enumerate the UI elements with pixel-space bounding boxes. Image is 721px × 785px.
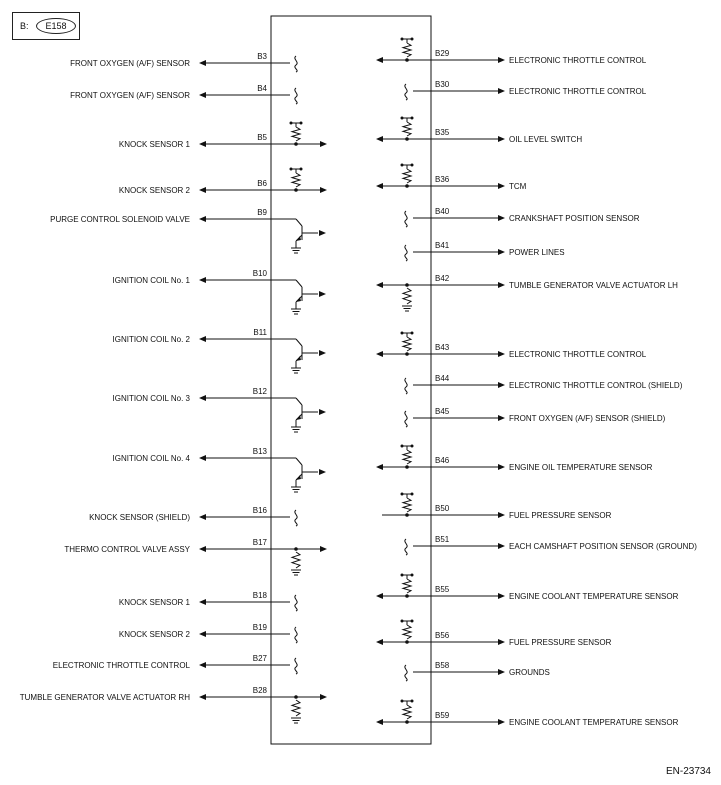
wire-arrow-left xyxy=(376,593,383,599)
wire-arrow-right xyxy=(320,546,327,552)
wire-arrow-right xyxy=(498,719,505,725)
pin-label: IGNITION COIL No. 2 xyxy=(112,335,190,344)
pin-number: B3 xyxy=(257,52,267,61)
supply-dot xyxy=(411,332,414,335)
pin-label: KNOCK SENSOR (SHIELD) xyxy=(89,513,190,522)
connector-id: E158 xyxy=(36,18,76,34)
base-drive-arrow xyxy=(319,350,326,356)
right-pin-b42 xyxy=(376,274,678,311)
wire-arrow-right xyxy=(498,57,505,63)
pin-label: ELECTRONIC THROTTLE CONTROL xyxy=(509,56,647,65)
pin-label: KNOCK SENSOR 1 xyxy=(118,598,190,607)
supply-dot xyxy=(411,620,414,623)
pin-label: FRONT OXYGEN (A/F) SENSOR xyxy=(70,59,190,68)
shield-symbol-icon xyxy=(405,411,407,427)
pin-number: B45 xyxy=(435,407,450,416)
junction-dot xyxy=(405,465,409,469)
collector-lead xyxy=(296,339,302,346)
diagram-code: EN-23734 xyxy=(665,766,711,777)
base-drive-arrow xyxy=(319,409,326,415)
collector-lead xyxy=(296,398,302,405)
pin-number: B4 xyxy=(257,84,267,93)
pin-label: KNOCK SENSOR 2 xyxy=(118,186,190,195)
wire-arrow-left xyxy=(199,546,206,552)
wire-arrow-left xyxy=(199,216,206,222)
pin-label: ENGINE OIL TEMPERATURE SENSOR xyxy=(509,463,653,472)
wire-arrow-right xyxy=(498,249,505,255)
wire-arrow-left xyxy=(376,136,383,142)
pin-label: FUEL PRESSURE SENSOR xyxy=(509,638,612,647)
left-pin-b28 xyxy=(20,686,327,723)
left-pin-group xyxy=(20,52,327,723)
wire-arrow-right xyxy=(498,669,505,675)
pin-label: IGNITION COIL No. 3 xyxy=(112,394,190,403)
base-drive-arrow xyxy=(319,291,326,297)
left-pin-b6 xyxy=(119,168,327,196)
supply-dot xyxy=(401,445,404,448)
left-pin-b13 xyxy=(113,447,327,492)
pin-number: B43 xyxy=(435,343,450,352)
pin-number: B55 xyxy=(435,585,450,594)
supply-dot xyxy=(411,445,414,448)
junction-dot xyxy=(405,352,409,356)
base-drive-arrow xyxy=(319,469,326,475)
pin-label: KNOCK SENSOR 2 xyxy=(118,630,190,639)
left-pin-b4 xyxy=(70,84,297,104)
wire-arrow-left xyxy=(199,395,206,401)
pulldown-resistor-icon xyxy=(292,700,300,716)
connector-prefix: B: xyxy=(20,21,29,31)
pin-label: ENGINE COOLANT TEMPERATURE SENSOR xyxy=(509,592,679,601)
wire-arrow-right xyxy=(498,512,505,518)
wire-arrow-left xyxy=(376,57,383,63)
wire-arrow-left xyxy=(199,455,206,461)
pin-label: IGNITION COIL No. 1 xyxy=(112,276,190,285)
right-pin-b43 xyxy=(376,332,647,360)
right-pin-b46 xyxy=(376,445,653,473)
pin-number: B36 xyxy=(435,175,450,184)
shield-symbol-icon xyxy=(405,245,407,261)
wire-arrow-right xyxy=(498,593,505,599)
collector-lead xyxy=(296,280,302,287)
pin-label: ELECTRONIC THROTTLE CONTROL xyxy=(509,350,647,359)
pullup-resistor-icon xyxy=(403,498,411,512)
pin-number: B5 xyxy=(257,133,267,142)
pin-number: B51 xyxy=(435,535,450,544)
wire-arrow-right xyxy=(498,415,505,421)
wire-arrow-left xyxy=(199,277,206,283)
wire-arrow-right xyxy=(498,282,505,288)
supply-dot xyxy=(401,700,404,703)
wire-arrow-right xyxy=(320,187,327,193)
wire-arrow-left xyxy=(376,282,383,288)
pin-label: ELECTRONIC THROTTLE CONTROL xyxy=(52,661,190,670)
wire-arrow-left xyxy=(199,60,206,66)
supply-dot xyxy=(290,122,293,125)
supply-dot xyxy=(401,38,404,41)
supply-dot xyxy=(411,700,414,703)
left-pin-b27 xyxy=(53,654,297,674)
wire-arrow-left xyxy=(376,719,383,725)
pin-label: FUEL PRESSURE SENSOR xyxy=(509,511,612,520)
left-pin-b17 xyxy=(64,538,327,575)
pin-number: B11 xyxy=(253,328,267,337)
pin-number: B35 xyxy=(435,128,450,137)
pin-label: TUMBLE GENERATOR VALVE ACTUATOR RH xyxy=(19,693,190,702)
pin-label: IGNITION COIL No. 4 xyxy=(112,454,190,463)
junction-dot xyxy=(405,594,409,598)
left-pin-b9 xyxy=(50,208,326,253)
pullup-resistor-icon xyxy=(403,169,411,183)
wire-arrow-left xyxy=(199,92,206,98)
pin-label: FRONT OXYGEN (A/F) SENSOR (SHIELD) xyxy=(509,414,666,423)
junction-dot xyxy=(294,547,298,551)
pin-label: ELECTRONIC THROTTLE CONTROL xyxy=(509,87,647,96)
shield-symbol-icon xyxy=(405,84,407,100)
pin-label: TCM xyxy=(509,182,527,191)
wire-arrow-left xyxy=(199,599,206,605)
supply-dot xyxy=(300,168,303,171)
pin-number: B40 xyxy=(435,207,450,216)
supply-dot xyxy=(401,574,404,577)
right-pin-b51 xyxy=(405,535,697,555)
pin-label: OIL LEVEL SWITCH xyxy=(509,135,583,144)
pullup-resistor-icon xyxy=(403,705,411,719)
supply-dot xyxy=(411,493,414,496)
pin-number: B42 xyxy=(435,274,450,283)
supply-dot xyxy=(411,574,414,577)
pullup-resistor-icon xyxy=(292,173,300,187)
collector-lead xyxy=(296,458,302,465)
pin-label: GROUNDS xyxy=(509,668,550,677)
junction-dot xyxy=(405,640,409,644)
pullup-resistor-icon xyxy=(403,625,411,639)
shield-symbol-icon xyxy=(405,211,407,227)
supply-dot xyxy=(290,168,293,171)
pin-number: B6 xyxy=(257,179,267,188)
junction-dot xyxy=(405,283,409,287)
right-pin-b41 xyxy=(405,241,565,261)
supply-dot xyxy=(401,117,404,120)
shield-symbol-icon xyxy=(295,658,297,674)
wire-arrow-right xyxy=(498,464,505,470)
junction-dot xyxy=(405,58,409,62)
shield-symbol-icon xyxy=(295,510,297,526)
left-pin-b11 xyxy=(113,328,327,373)
pin-number: B50 xyxy=(435,504,450,513)
pin-label: EACH CAMSHAFT POSITION SENSOR (GROUND) xyxy=(509,542,697,551)
pin-number: B41 xyxy=(435,241,450,250)
junction-dot xyxy=(294,142,298,146)
wire-arrow-left xyxy=(199,631,206,637)
left-pin-b19 xyxy=(119,623,297,643)
wire-arrow-left xyxy=(199,514,206,520)
pullup-resistor-icon xyxy=(403,337,411,351)
junction-dot xyxy=(405,720,409,724)
pin-number: B19 xyxy=(252,623,267,632)
left-pin-b5 xyxy=(119,122,327,150)
wire-arrow-right xyxy=(498,639,505,645)
pin-label: KNOCK SENSOR 1 xyxy=(118,140,190,149)
base-drive-arrow xyxy=(319,230,326,236)
wire-arrow-left xyxy=(199,141,206,147)
pin-number: B44 xyxy=(435,374,450,383)
right-pin-b55 xyxy=(376,574,679,602)
pin-number: B28 xyxy=(252,686,267,695)
pin-number: B13 xyxy=(252,447,267,456)
supply-dot xyxy=(401,332,404,335)
junction-dot xyxy=(405,184,409,188)
shield-symbol-icon xyxy=(295,56,297,72)
left-pin-b16 xyxy=(89,506,297,526)
supply-dot xyxy=(300,122,303,125)
junction-dot xyxy=(405,513,409,517)
pin-number: B46 xyxy=(435,456,450,465)
supply-dot xyxy=(401,164,404,167)
right-pin-b58 xyxy=(405,661,550,681)
pulldown-resistor-icon xyxy=(403,288,411,304)
right-pin-b36 xyxy=(376,164,527,192)
pin-label: ELECTRONIC THROTTLE CONTROL (SHIELD) xyxy=(509,381,683,390)
wire-arrow-right xyxy=(498,183,505,189)
wire-arrow-left xyxy=(376,183,383,189)
right-pin-b59 xyxy=(376,700,679,728)
pulldown-resistor-icon xyxy=(292,552,300,568)
wire-arrow-right xyxy=(498,543,505,549)
left-pin-b3 xyxy=(70,52,297,72)
pullup-resistor-icon xyxy=(292,127,300,141)
wire-arrow-right xyxy=(498,382,505,388)
pullup-resistor-icon xyxy=(403,579,411,593)
shield-symbol-icon xyxy=(295,595,297,611)
pullup-resistor-icon xyxy=(403,450,411,464)
right-pin-b29 xyxy=(376,38,647,66)
junction-dot xyxy=(294,188,298,192)
collector-lead xyxy=(296,219,302,226)
supply-dot xyxy=(401,620,404,623)
pin-number: B58 xyxy=(435,661,450,670)
wire-arrow-right xyxy=(498,136,505,142)
wire-arrow-left xyxy=(199,662,206,668)
wire-arrow-left xyxy=(199,187,206,193)
right-pin-b56 xyxy=(376,620,612,648)
shield-symbol-icon xyxy=(295,88,297,104)
junction-dot xyxy=(405,137,409,141)
shield-symbol-icon xyxy=(405,665,407,681)
left-pin-b18 xyxy=(119,591,297,611)
pin-label: THERMO CONTROL VALVE ASSY xyxy=(64,545,190,554)
pin-number: B29 xyxy=(435,49,450,58)
wire-arrow-left xyxy=(199,694,206,700)
pin-number: B18 xyxy=(252,591,267,600)
wire-arrow-left xyxy=(376,639,383,645)
shield-symbol-icon xyxy=(405,539,407,555)
wire-arrow-right xyxy=(498,215,505,221)
wire-arrow-left xyxy=(199,336,206,342)
left-pin-b12 xyxy=(113,387,327,432)
right-pin-b40 xyxy=(405,207,640,227)
wire-arrow-left xyxy=(376,351,383,357)
pin-number: B56 xyxy=(435,631,450,640)
shield-symbol-icon xyxy=(295,627,297,643)
pin-label: TUMBLE GENERATOR VALVE ACTUATOR LH xyxy=(509,281,678,290)
pin-number: B9 xyxy=(257,208,267,217)
pin-label: FRONT OXYGEN (A/F) SENSOR xyxy=(70,91,190,100)
supply-dot xyxy=(411,38,414,41)
pullup-resistor-icon xyxy=(403,122,411,136)
pullup-resistor-icon xyxy=(403,43,411,57)
pin-number: B12 xyxy=(252,387,267,396)
wire-arrow-right xyxy=(320,141,327,147)
pin-number: B17 xyxy=(252,538,267,547)
left-pin-b10 xyxy=(113,269,327,314)
shield-symbol-icon xyxy=(405,378,407,394)
right-pin-b50 xyxy=(382,493,612,521)
right-pin-group xyxy=(376,38,697,728)
wire-arrow-left xyxy=(376,464,383,470)
pin-number: B16 xyxy=(252,506,267,515)
wire-arrow-right xyxy=(498,88,505,94)
pin-number: B10 xyxy=(252,269,267,278)
supply-dot xyxy=(401,493,404,496)
supply-dot xyxy=(411,164,414,167)
pin-label: POWER LINES xyxy=(509,248,565,257)
pin-label: CRANKSHAFT POSITION SENSOR xyxy=(509,214,640,223)
pin-number: B27 xyxy=(252,654,267,663)
pin-number: B59 xyxy=(435,711,450,720)
right-pin-b44 xyxy=(405,374,683,394)
pin-label: PURGE CONTROL SOLENOID VALVE xyxy=(50,215,190,224)
right-pin-b45 xyxy=(405,407,666,427)
supply-dot xyxy=(411,117,414,120)
wire-arrow-right xyxy=(320,694,327,700)
right-pin-b35 xyxy=(376,117,582,145)
pin-number: B30 xyxy=(435,80,450,89)
junction-dot xyxy=(294,695,298,699)
wire-arrow-right xyxy=(498,351,505,357)
right-pin-b30 xyxy=(405,80,647,100)
pin-label: ENGINE COOLANT TEMPERATURE SENSOR xyxy=(509,718,679,727)
